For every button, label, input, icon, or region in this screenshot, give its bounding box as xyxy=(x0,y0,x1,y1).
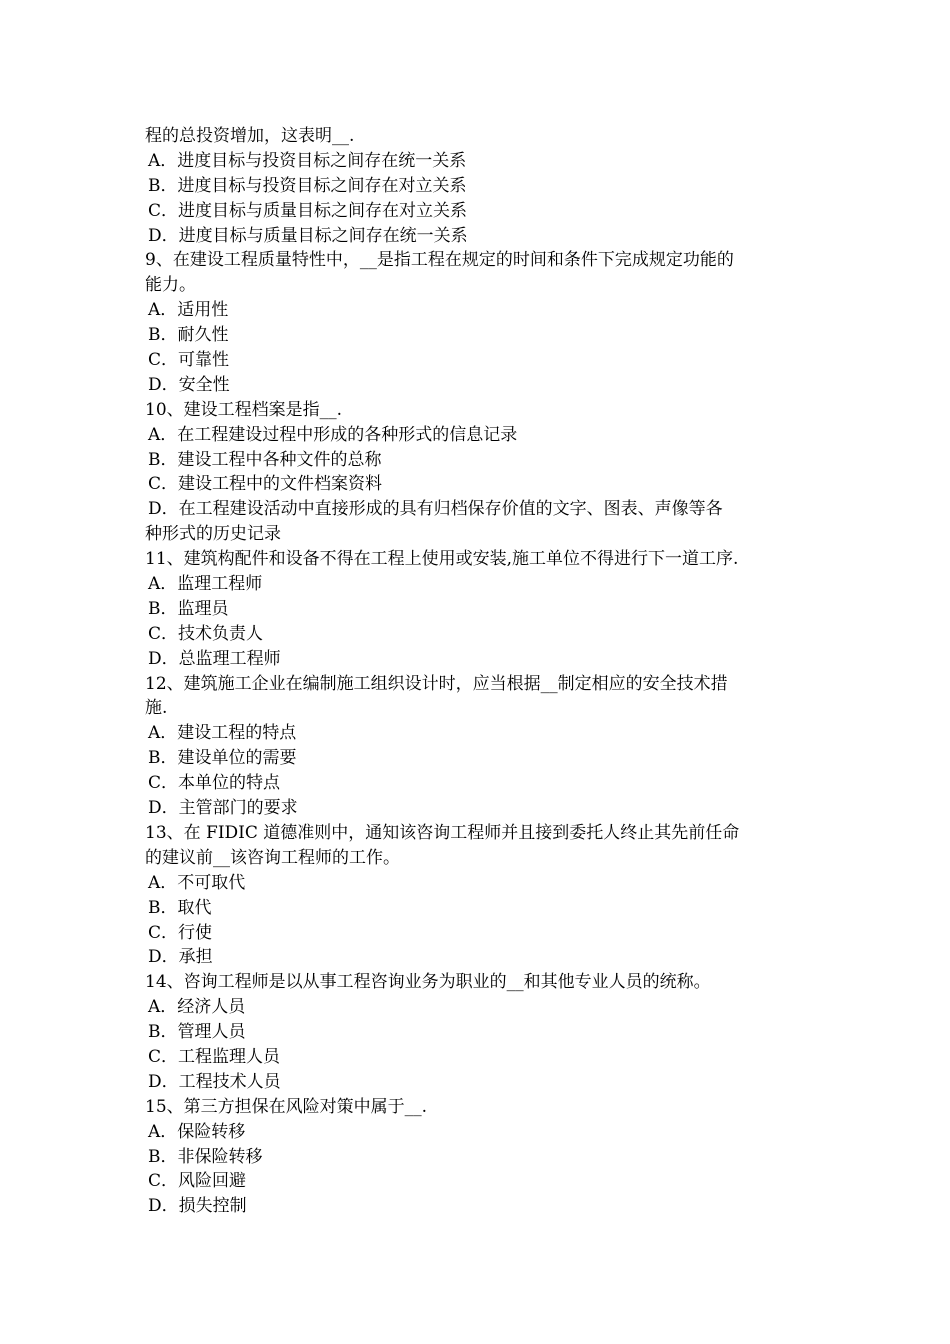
q12-option-c: C．本单位的特点 xyxy=(148,773,281,794)
q14-option-b: B．管理人员 xyxy=(148,1022,246,1043)
q13-option-b: B．取代 xyxy=(148,897,212,918)
q15-option-c: C．风险回避 xyxy=(148,1171,247,1192)
q13-stem-line-1: 13、在 FIDIC 道德准则中，通知该咨询工程师并且接到委托人终止其先前任命 xyxy=(145,822,740,843)
document-page xyxy=(145,124,815,1219)
q13-option-a: A．不可取代 xyxy=(148,872,246,893)
q12-stem-line-2: 施. xyxy=(145,698,168,719)
q14-option-a: A．经济人员 xyxy=(148,997,246,1018)
q8-option-b: B．进度目标与投资目标之间存在对立关系 xyxy=(148,175,467,196)
question-8-continuation: 程的总投资增加，这表明__. xyxy=(145,126,355,146)
q8-option-a: A．进度目标与投资目标之间存在统一关系 xyxy=(148,150,467,171)
q15-option-d: D．损失控制 xyxy=(148,1196,247,1217)
q15-option-a: A．保险转移 xyxy=(148,1121,246,1142)
q13-option-d: D．承担 xyxy=(148,947,213,968)
q13-option-c: C．行使 xyxy=(148,922,213,943)
q10-option-d-line-2: 种形式的历史记录 xyxy=(145,524,281,545)
q11-option-c: C．技术负责人 xyxy=(148,623,264,644)
q9-stem-line-1: 9、在建设工程质量特性中，__是指工程在规定的时间和条件下完成规定功能的 xyxy=(145,250,734,271)
q14-stem: 14、咨询工程师是以从事工程咨询业务为职业的__和其他专业人员的统称。 xyxy=(145,972,711,993)
q15-option-b: B．非保险转移 xyxy=(148,1146,263,1167)
q12-stem-line-1: 12、建筑施工企业在编制施工组织设计时，应当根据__制定相应的安全技术措 xyxy=(145,673,728,694)
q11-option-d: D．总监理工程师 xyxy=(148,648,281,669)
q13-stem-line-2: 的建议前__该咨询工程师的工作。 xyxy=(145,847,400,868)
q11-option-b: B．监理员 xyxy=(148,598,229,619)
q9-stem-line-2: 能力。 xyxy=(145,275,196,296)
q8-option-d: D．进度目标与质量目标之间存在统一关系 xyxy=(148,225,468,246)
q9-option-d: D．安全性 xyxy=(148,374,230,395)
q10-option-a: A．在工程建设过程中形成的各种形式的信息记录 xyxy=(148,424,518,445)
q11-option-a: A．监理工程师 xyxy=(148,574,263,595)
q9-option-b: B．耐久性 xyxy=(148,325,229,346)
q10-option-c: C．建设工程中的文件档案资料 xyxy=(148,474,383,495)
q14-option-d: D．工程技术人员 xyxy=(148,1071,281,1092)
q8-option-c: C．进度目标与质量目标之间存在对立关系 xyxy=(148,200,468,221)
q12-option-a: A．建设工程的特点 xyxy=(148,723,297,744)
q15-stem: 15、第三方担保在风险对策中属于__. xyxy=(145,1096,428,1117)
q11-stem: 11、建筑构配件和设备不得在工程上使用或安装,施工单位不得进行下一道工序. xyxy=(145,549,739,570)
q9-option-c: C．可靠性 xyxy=(148,350,230,371)
q10-option-b: B．建设工程中各种文件的总称 xyxy=(148,449,382,470)
q10-option-d-line-1: D．在工程建设活动中直接形成的具有归档保存价值的文字、图表、声像等各 xyxy=(148,499,723,520)
q10-stem: 10、建设工程档案是指__. xyxy=(145,399,343,420)
q9-option-a: A．适用性 xyxy=(148,300,229,321)
q14-option-c: C．工程监理人员 xyxy=(148,1046,281,1067)
q12-option-d: D．主管部门的要求 xyxy=(148,798,298,819)
q12-option-b: B．建设单位的需要 xyxy=(148,748,297,769)
